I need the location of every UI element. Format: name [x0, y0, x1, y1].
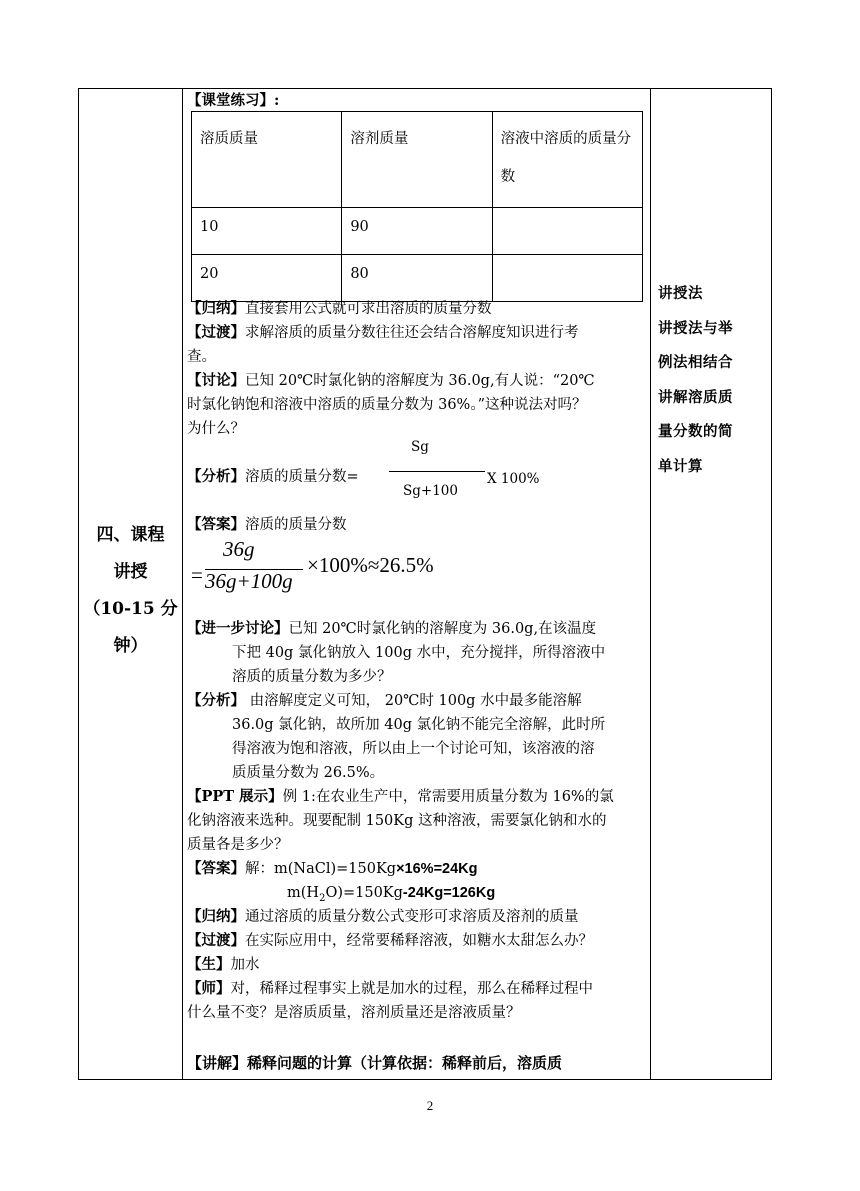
- table-cell: [492, 255, 642, 302]
- paragraph-text: 已知 20℃时氯化钠的溶解度为 36.0g,在该温度: [288, 621, 597, 637]
- paragraph-text: 通过溶质的质量分数公式变形可求溶质及溶剂的质量: [245, 909, 579, 925]
- calc-text: O)=150Kg: [325, 885, 403, 901]
- method-note-line: 讲授法与举: [658, 319, 733, 337]
- summary-paragraph: [187, 905, 649, 929]
- calc-subscript: 2: [319, 892, 326, 904]
- student-paragraph: [187, 953, 649, 977]
- paragraph-text: 什么量不变？是溶质质量，溶剂质量还是溶液质量？: [187, 1005, 521, 1021]
- table-header-cell: 溶液中溶质的质量分数: [492, 112, 642, 208]
- table-header-cell: 溶剂质量: [342, 112, 492, 208]
- method-note-line: 讲授法: [658, 285, 703, 302]
- paragraph-text: 时氯化钠饱和溶液中溶质的质量分数为 36%。”这种说法对吗？: [187, 397, 587, 413]
- transition-paragraph: [187, 929, 649, 953]
- table-row: [192, 255, 643, 302]
- paragraph-text: 稀释问题的计算（计算依据：稀释前后，溶质质: [247, 1054, 563, 1072]
- calc-result: -24Kg=126Kg: [402, 885, 496, 901]
- paragraph-text: 溶质的质量分数=: [245, 469, 359, 485]
- page-number: 2: [426, 1098, 434, 1113]
- fraction-bar: [389, 471, 485, 472]
- paragraph-text: 查。: [187, 349, 216, 365]
- discussion-paragraph: [187, 369, 649, 393]
- section-label-line: （10-15 分: [83, 599, 178, 619]
- paragraph-text: 解：: [245, 861, 274, 877]
- paragraph-text: 质质量分数为 26.5%。: [232, 765, 385, 781]
- tag-label: 【生】: [187, 956, 231, 973]
- tag-label: 【师】: [187, 980, 231, 997]
- table-cell: [492, 208, 642, 255]
- paragraph-text: 由溶解度定义可知， 20℃时 100g 水中最多能溶解: [245, 693, 582, 709]
- paragraph-text: 加水: [230, 957, 260, 973]
- table-header-row: [192, 112, 643, 208]
- table-row: [192, 208, 643, 255]
- lesson-table: [78, 88, 772, 1080]
- formula-result: ×100%≈26.5%: [307, 553, 434, 577]
- tag-label: 【过渡】: [187, 932, 245, 949]
- column-divider-right: [650, 89, 651, 1079]
- calc-text: m(NaCl)=150Kg: [274, 861, 397, 877]
- exercise-table: [191, 111, 643, 302]
- further-discussion-paragraph: [187, 617, 649, 641]
- tag-label: 【进一步讨论】: [187, 620, 289, 637]
- teacher-paragraph: [187, 977, 649, 1001]
- method-note-line: 例法相结合: [658, 354, 733, 371]
- exercise-heading: 【课堂练习】:: [187, 92, 280, 109]
- paragraph-text: 对，稀释过程事实上就是加水的过程，那么在稀释过程中: [230, 981, 593, 997]
- table-cell: 90: [342, 208, 492, 255]
- answer-paragraph: [187, 513, 649, 537]
- answer-paragraph: [187, 857, 649, 881]
- tag-label: 【PPT 展示】: [187, 788, 283, 805]
- calc-text: m(H: [287, 885, 320, 901]
- paragraph-text: 直接套用公式就可求出溶质的质量分数: [245, 301, 492, 317]
- paragraph-text: 溶质的质量分数为多少？: [232, 669, 392, 685]
- formula-suffix: X 100%: [487, 471, 540, 487]
- formula-denominator: 36g+100g: [205, 569, 293, 593]
- paragraph-text: 得溶液为饱和溶液，所以由上一个讨论可知，该溶液的溶: [232, 741, 595, 757]
- paragraph-text: 已知 20℃时氯化钠的溶解度为 36.0g,有人说：“20℃: [245, 373, 595, 389]
- paragraph-text: 例 1:在农业生产中，常需要用质量分数为 16%的氯: [282, 789, 614, 805]
- paragraph-text: 下把 40g 氯化钠放入 100g 水中，充分搅拌，所得溶液中: [232, 645, 606, 661]
- table-cell: 10: [192, 208, 342, 255]
- tag-label: 【归纳】: [187, 908, 245, 925]
- formula-equals: =: [191, 563, 203, 587]
- tag-label: 【过渡】: [187, 324, 245, 341]
- section-label-line: 钟）: [113, 636, 148, 656]
- transition-paragraph: [187, 321, 649, 345]
- paragraph-text: 在实际应用中，经常要稀释溶液，如糖水太甜怎么办？: [245, 933, 593, 949]
- tag-label: 【分析】: [187, 468, 245, 485]
- paragraph-text: 求解溶质的质量分数往往还会结合溶解度知识进行考: [245, 325, 579, 341]
- paragraph-text: 溶质的质量分数: [245, 517, 347, 533]
- tag-label: 【答案】: [187, 860, 245, 877]
- table-cell: 20: [192, 255, 342, 302]
- ppt-paragraph: [187, 785, 649, 809]
- explain-paragraph: [187, 1051, 649, 1075]
- table-cell: 80: [342, 255, 492, 302]
- tag-label: 【答案】: [187, 516, 245, 533]
- tag-label: 【讲解】: [187, 1054, 248, 1072]
- formula-numerator: 36g: [223, 537, 255, 561]
- tag-label: 【归纳】: [187, 300, 245, 317]
- tag-label: 【分析】: [187, 692, 245, 709]
- formula-numerator: Sg: [411, 439, 429, 455]
- section-label: [79, 517, 182, 665]
- section-label-line: 讲授: [113, 562, 148, 582]
- formula-denominator: Sg+100: [403, 483, 458, 499]
- method-note-line: 单计算: [658, 457, 703, 475]
- paragraph-text: 36.0g 氯化钠，故所加 40g 氯化钠不能完全溶解，此时所: [232, 717, 606, 733]
- column-divider-left: [182, 89, 183, 1079]
- analysis-paragraph: [187, 689, 649, 713]
- paragraph-text: 为什么？: [187, 421, 245, 437]
- calc-result: ×16%=24Kg: [396, 861, 478, 877]
- table-header-cell: 溶质质量: [192, 112, 342, 208]
- section-label-line: 四、课程: [96, 525, 165, 545]
- tag-label: 【讨论】: [187, 372, 245, 389]
- paragraph-text: 化钠溶液来选种。现要配制 150Kg 这种溶液，需要氯化钠和水的: [187, 813, 607, 829]
- method-note-line: 量分数的简: [658, 423, 733, 440]
- method-note: [652, 277, 770, 484]
- paragraph-text: 质量各是多少？: [187, 837, 289, 853]
- summary-paragraph: [187, 297, 649, 321]
- method-note-line: 讲解溶质质: [658, 388, 733, 406]
